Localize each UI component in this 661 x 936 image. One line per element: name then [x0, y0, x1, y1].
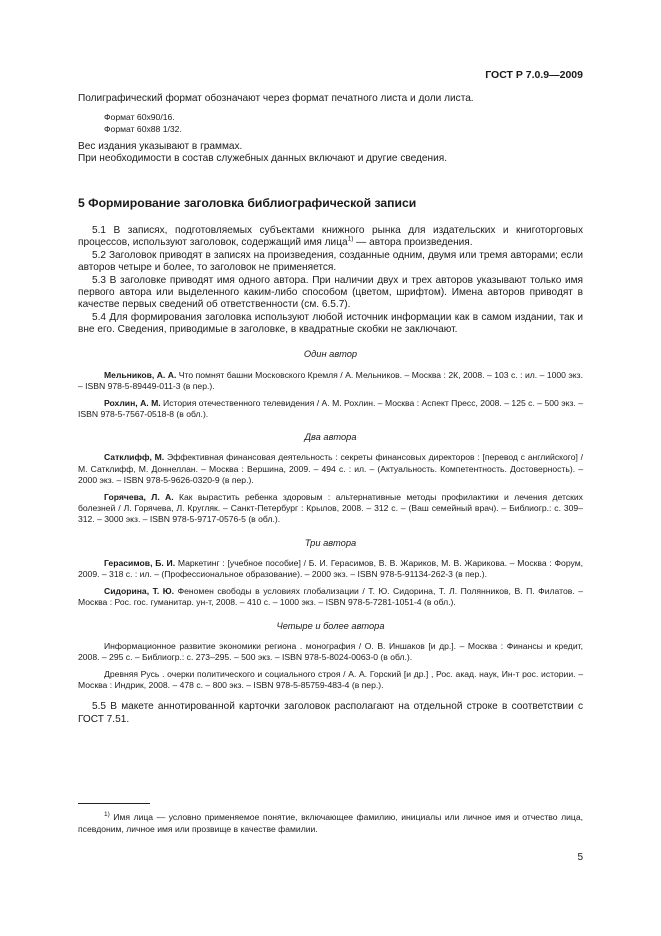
example-format-2: Формат 60х88 1/32.	[104, 123, 182, 134]
reference-entry: Древняя Русь . очерки политического и социального строя / А. А. Горский [и др.] , Рос. акад. наук, Ин-т рос. истории. – Москва : Индрик, 2008. – 478 с. – 800 экз. – ISBN 978-5-85759-483-4 (в пер.).	[78, 668, 583, 691]
paragraph-5-2: 5.2 Заголовок приводят в записях на произведения, созданные одним, двумя или тремя авторами; если авторов четыре и более, то заголовок не применяется.	[78, 249, 583, 274]
footnote-mark: 1)	[104, 811, 110, 819]
footnote-divider	[78, 803, 150, 804]
reference-entry: Рохлин, А. М. История отечественного телевидения / А. М. Рохлин. – Москва : Аспект Пресс, 2008. – 125 с. – 500 экз. – ISBN 978-5-7567-0518-8 (в обл.).	[78, 398, 583, 420]
footnote-ref: 1)	[347, 236, 354, 244]
reference-entry: Информационное развитие экономики региона . монография / О. В. Иншаков [и др.]. – Москва : Финансы и кредит, 2008. – 295 с. – Библиогр.: с. 273–295. – 500 экз. – ISBN 978-5-8024-0063-0 (в обл.).	[78, 640, 583, 662]
intro-paragraph-weight: Вес издания указывают в граммах.	[78, 140, 243, 152]
paragraph-5-5: 5.5 В макете аннотированной карточки заголовок располагают на отдельной строке в соответствии с ГОСТ 7.51.	[78, 701, 583, 725]
footnote: $^{1)}$ Имя лица — условно применяемое понятие, включающее фамилию, инициалы или личное имя и отчество лица, псевдоним, личное имя или прозвище в качестве фамилии.	[78, 811, 583, 834]
reference-entry: Сидорина, Т. Ю. Феномен свободы в условиях глобализации / Т. Ю. Сидорина, Т. Л. Полянников, В. П. Филатов. – Москва : Рос. гос. гуманитар. ун-т, 2008. – 410 с. – 1000 экз. – ISBN 978-5-7281-1051-4 (в обл.).	[78, 586, 583, 608]
reference-entry: Горячева, Л. А. Как вырастить ребенка здоровым : альтернативные методы профилактики и лечения детских болезней / Л. Горячева, Л. Кругляк. – Санкт-Петербург : Крылов, 2008. – 312 с. – (Ваш семейный врач). – Библиогр.: с. 309–312. – 3000 экз. – ISBN 978-5-9717-0576-5 (в обл.).	[78, 492, 583, 525]
example-format-1: Формат 60х90/16.	[104, 112, 175, 123]
section-heading-block	[78, 196, 583, 210]
section-title: 5 Формирование заголовка библиографической записи	[78, 196, 417, 210]
standard-header: ГОСТ Р 7.0.9—2009	[485, 69, 583, 81]
group-title-two-authors: Два автора	[304, 432, 357, 443]
paragraph-5-1: 5.1 В записях, подготовляемых субъектами книжного рынка для издательских и книготорговых процессов, используют заголовок, содержащий имя лица$^{1)}$ — автора произведения.	[78, 225, 583, 249]
reference-entry: Сатклифф, М. Эффективная финансовая деятельность : секреты финансовых директоров : [перевод с английского] / М. Сатклифф, М. Доннеллан. – Москва : Вершина, 2009. – 494 с. : ил. – (Актуальность. Компетентность. Достоверность). – 2000 экз. – ISBN 978-5-9626-0320-9 (в пер.).	[78, 452, 584, 485]
section-body	[78, 225, 583, 726]
group-title-three-authors: Три автора	[304, 537, 357, 548]
paragraph-5-4: 5.4 Для формирования заголовка используют любой источник информации как в самом издании, так и вне его. Сведения, приводимые в заголовке, в квадратные скобки не заключают.	[78, 311, 583, 336]
page-number: 5	[577, 852, 583, 863]
reference-entry: Герасимов, Б. И. Маркетинг : [учебное пособие] / Б. И. Герасимов, В. В. Жариков, М. В. Жарикова. – Москва : Форум, 2009. – 318 с. : ил. – (Профессиональное образование). – 2000 экз. – ISBN 978-5-91134-262-3 (в пер.).	[78, 557, 583, 579]
paragraph-5-3: 5.3 В заголовке приводят имя одного автора. При наличии двух и трех авторов указывают только имя первого автора или выделенного каким-либо способом (цветом, шрифтом). Имена авторов приводят в качестве первых сведений об ответственности (см. 6.5.7).	[78, 274, 583, 311]
intro-block	[78, 93, 583, 166]
intro-paragraph-format: Полиграфический формат обозначают через формат печатного листа и доли листа.	[78, 93, 474, 104]
intro-paragraph-other: При необходимости в состав служебных данных включают и другие сведения.	[78, 153, 447, 165]
reference-entry: Мельников, А. А. Что помнят башни Московского Кремля / А. Мельников. – Москва : 2К, 2008. – 103 с. : ил. – 1000 экз. – ISBN 978-5-89449-011-3 (в пер.).	[78, 369, 583, 391]
group-title-one-author: Один автор	[303, 348, 358, 359]
footnote-block	[78, 812, 583, 835]
group-title-four-authors: Четыре и более автора	[276, 620, 385, 631]
